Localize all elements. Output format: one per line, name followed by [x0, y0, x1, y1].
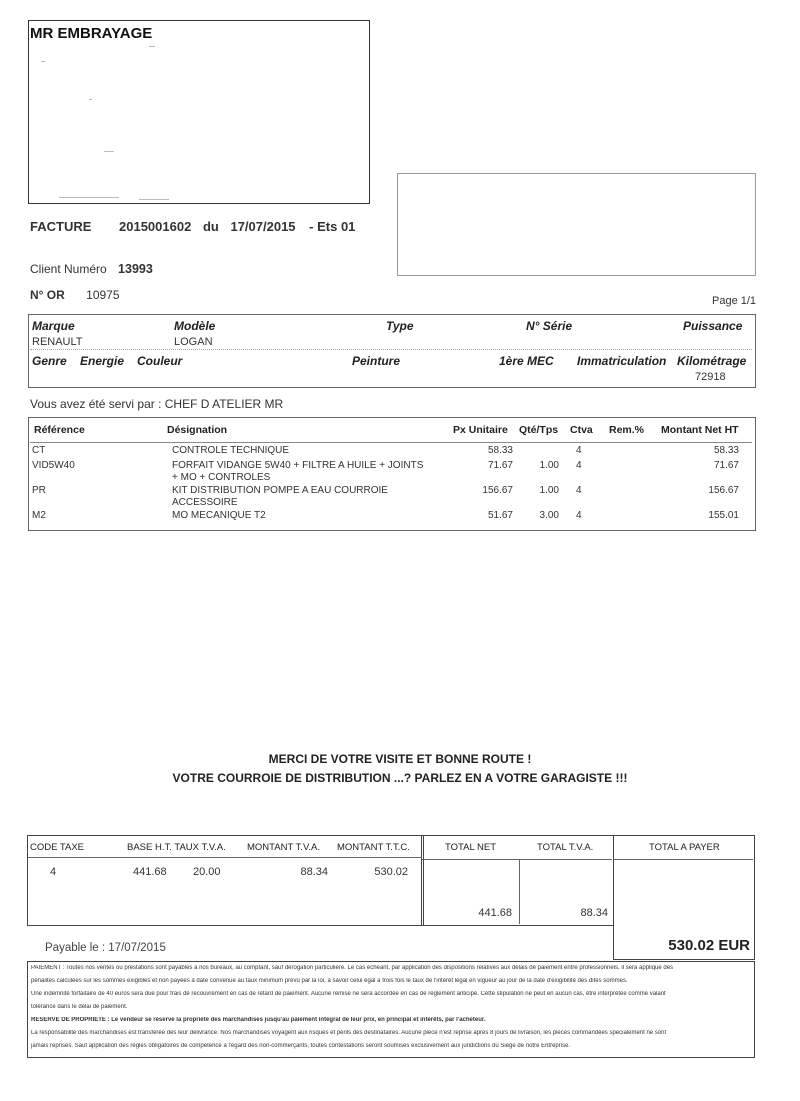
client-label: Client Numéro [30, 262, 107, 276]
total-net-value: 441.68 [478, 907, 512, 919]
row-ref: VID5W40 [32, 460, 75, 471]
col-rem: Rem.% [609, 424, 645, 436]
client-line [30, 262, 153, 276]
header-separator [30, 442, 752, 443]
row-px: 156.67 [482, 485, 513, 496]
total-tva-value: 88.34 [580, 907, 608, 919]
legal-line: jamais reprises. Sauf application des règles obligatoires de compétence à l'égard des non-commerçants, toutes contestations seront soumises exclusivement aux juridictions du Siège de notre Entreprise. [31, 1043, 571, 1049]
puissance-label: Puissance [683, 319, 743, 333]
marque-value: RENAULT [32, 336, 83, 348]
mec-label: 1ère MEC [499, 354, 554, 368]
row-ctva: 4 [576, 510, 582, 521]
couleur-label: Couleur [137, 354, 183, 368]
legal-line: tolérance dans le délai de paiement. [31, 1004, 128, 1010]
promo-message: VOTRE COURROIE DE DISTRIBUTION ...? PARLEZ EN A VOTRE GARAGISTE !!! [172, 771, 628, 785]
company-name: MR EMBRAYAGE [30, 25, 153, 42]
or-label: N° OR [30, 288, 65, 302]
invoice-header [30, 219, 355, 234]
peinture-label: Peinture [352, 354, 401, 368]
client-number: 13993 [118, 262, 153, 276]
row-ctva: 4 [576, 460, 582, 471]
col-montant-tva: MONTANT T.V.A. [247, 842, 321, 853]
modele-label: Modèle [174, 319, 216, 333]
thank-you-message: MERCI DE VOTRE VISITE ET BONNE ROUTE ! [268, 752, 532, 766]
legal-line-reserve: RESERVE DE PROPRIETE : Le vendeur se réserve la propriété des marchandises jusqu'au paiement intégral de leur prix, en principal et intérêts, par l'acheteur. [31, 1017, 486, 1023]
col-total-net: TOTAL NET [445, 842, 497, 853]
payer-header-line [614, 859, 753, 860]
row-qte: 1.00 [539, 485, 559, 496]
modele-value: LOGAN [174, 336, 213, 348]
row-designation-cont: + MO + CONTROLES [172, 472, 271, 483]
legal-line: PAIEMENT : Toutes nos ventes ou prestations sont payables à nos bureaux, au comptant, sauf dérogation particulière. Le cas échéant, par application des dispositions relatives aux délais de paiement entre professionnels, il sera appliqué des [31, 965, 674, 971]
total-amount: 530.02 EUR [668, 937, 750, 954]
col-px-unitaire: Px Unitaire [453, 424, 508, 436]
invoice-lines-table [28, 417, 756, 531]
serie-label: N° Série [526, 319, 573, 333]
served-by: Vous avez été servi par : CHEF D ATELIER MR [30, 397, 284, 411]
totals-divider [519, 859, 520, 924]
tax-montant-ttc: 530.02 [374, 866, 408, 878]
col-reference: Référence [34, 424, 85, 436]
col-total-tva: TOTAL T.V.A. [537, 842, 594, 853]
row-px: 71.67 [487, 460, 513, 471]
row-designation: KIT DISTRIBUTION POMPE A EAU COURROIE [172, 485, 388, 496]
immatriculation-label: Immatriculation [577, 354, 667, 368]
page-number: Page 1/1 [712, 295, 757, 307]
col-montant: Montant Net HT [661, 424, 739, 436]
col-total-a-payer: TOTAL A PAYER [649, 842, 720, 853]
invoice-ets: - Ets 01 [309, 219, 356, 234]
row-montant: 156.67 [708, 485, 739, 496]
row-qte: 3.00 [539, 510, 559, 521]
row-ref: PR [32, 485, 46, 496]
row-designation: MO MECANIQUE T2 [172, 510, 266, 521]
invoice-label: FACTURE [30, 219, 92, 234]
type-label: Type [386, 319, 414, 333]
tax-montant-tva: 88.34 [300, 866, 328, 878]
invoice-number: 2015001602 [119, 219, 192, 234]
vehicle-separator [30, 349, 752, 350]
row-montant: 58.33 [713, 445, 739, 456]
invoice-du: du [202, 219, 219, 234]
row-px: 51.67 [487, 510, 513, 521]
row-px: 58.33 [487, 445, 513, 456]
col-montant-ttc: MONTANT T.T.C. [337, 842, 410, 853]
row-ctva: 4 [576, 485, 582, 496]
col-base-taux: BASE H.T. TAUX T.V.A. [127, 842, 226, 853]
marque-label: Marque [32, 319, 75, 333]
kilometrage-value: 72918 [695, 371, 726, 383]
payable-date: Payable le : 17/07/2015 [45, 942, 166, 954]
row-designation: CONTROLE TECHNIQUE [172, 445, 290, 456]
company-box [28, 20, 370, 204]
tax-code: 4 [50, 866, 57, 878]
row-designation: FORFAIT VIDANGE 5W40 + FILTRE A HUILE + JOINTS [172, 460, 424, 471]
col-code-taxe: CODE TAXE [30, 842, 85, 853]
legal-line: La responsabilité des marchandises est transférée dès leur délivrance. Nos marchandises voyagent aux risques et périls des destinataires. Aucune pièce n'est reprise après 8 jours de livraison, les pièces commandées spécialement ne sont [31, 1030, 667, 1036]
legal-line: pénalités calculées sur les sommes exigibles et non payées à date convenue au taux minimum prévu par la loi, à savoir celui égal à trois fois le taux de l'intérêt légal en vigueur au jour de la date d'exigibilité des dites sommes. [31, 978, 628, 984]
tax-header-line [28, 857, 422, 858]
invoice-date: 17/07/2015 [230, 219, 296, 234]
row-designation-cont: ACCESSOIRE [172, 497, 238, 508]
row-montant: 71.67 [713, 460, 739, 471]
tax-base: 441.68 [133, 866, 167, 878]
col-ctva: Ctva [570, 424, 593, 436]
or-number: 10975 [86, 288, 120, 302]
row-ref: M2 [32, 510, 46, 521]
legal-line: Une indemnité forfaitaire de 40 euros sera due pour frais de recouvrement en cas de retard de paiement. Aucune remise ne sera accordée en cas de règlement anticipé. Cette stipulation ne peut en aucun cas, être interprétée comme valant [31, 991, 666, 997]
genre-label: Genre [32, 354, 67, 368]
row-ctva: 4 [576, 445, 582, 456]
col-designation: Désignation [167, 424, 228, 436]
row-qte: 1.00 [539, 460, 559, 471]
or-line [30, 288, 120, 302]
row-ref: CT [32, 445, 46, 456]
col-qte: Qté/Tps [519, 424, 559, 436]
row-montant: 155.01 [708, 510, 739, 521]
totals-header-line [422, 859, 612, 860]
energie-label: Energie [80, 354, 125, 368]
tax-rate: 20.00 [193, 866, 221, 878]
recipient-address-box [397, 173, 756, 276]
kilometrage-label: Kilométrage [677, 354, 747, 368]
